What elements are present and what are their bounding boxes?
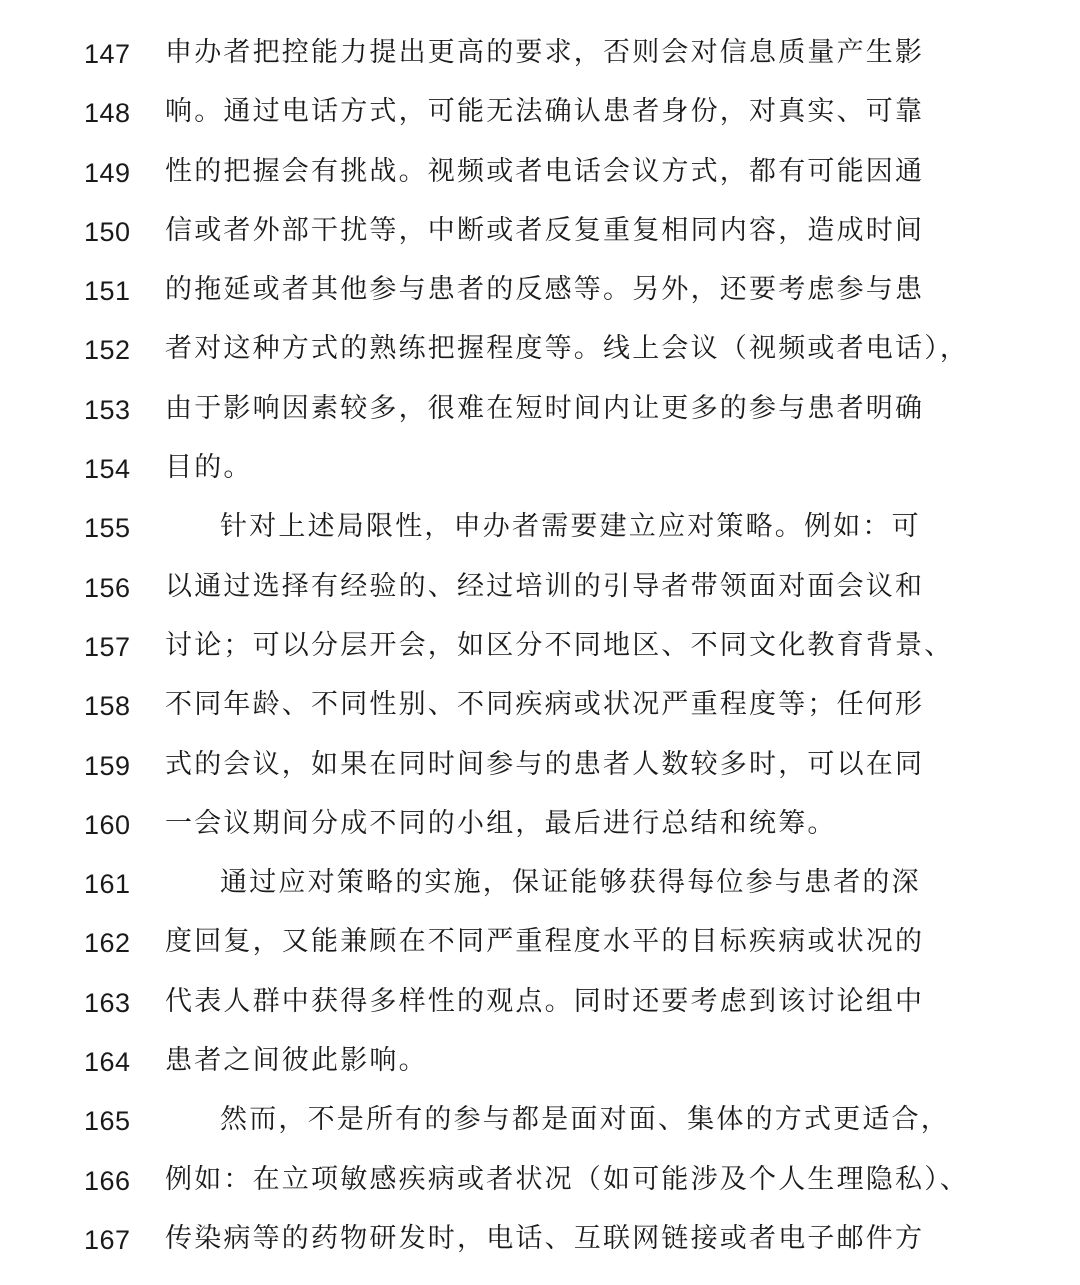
document-line (0, 795, 1080, 854)
line-text: 传染病等的药物研发时，电话、互联网链接或者电子邮件方 (165, 1222, 925, 1254)
line-number: 162 (84, 928, 131, 959)
document-page (0, 24, 1080, 1269)
line-number: 149 (84, 157, 131, 188)
document-line (0, 1091, 1080, 1150)
line-text: 信或者外部干扰等，中断或者反复重复相同内容，造成时间 (165, 214, 925, 246)
document-line (0, 973, 1080, 1032)
line-number: 147 (84, 39, 131, 69)
document-line (0, 320, 1080, 379)
line-text: 讨论；可以分层开会，如区分不同地区、不同文化教育背景、 (165, 629, 954, 661)
document-line (0, 854, 1080, 913)
line-number: 163 (84, 987, 131, 1018)
document-line (0, 83, 1080, 142)
line-text: 的拖延或者其他参与患者的反感等。另外，还要考虑参与患 (165, 274, 925, 306)
line-text: 患者之间彼此影响。 (165, 1045, 428, 1077)
line-number: 151 (84, 276, 131, 307)
paragraph-start-text: 然而，不是所有的参与都是面对面、集体的方式更适合， (220, 1104, 950, 1136)
line-text: 目的。 (165, 452, 253, 484)
document-line (0, 439, 1080, 498)
line-text: 度回复，又能兼顾在不同严重程度水平的目标疾病或状况的 (165, 926, 925, 958)
line-number: 148 (84, 98, 131, 129)
document-line (0, 143, 1080, 202)
line-number: 161 (84, 869, 131, 900)
document-line (0, 1210, 1080, 1269)
line-text: 不同年龄、不同性别、不同疾病或状况严重程度等；任何形 (165, 689, 925, 721)
document-line (0, 1151, 1080, 1210)
document-line (0, 498, 1080, 557)
line-text: 以通过选择有经验的、经过培训的引导者带领面对面会议和 (165, 570, 925, 602)
line-number: 154 (84, 454, 131, 485)
line-number: 159 (84, 750, 131, 781)
line-number: 155 (84, 513, 131, 544)
line-number: 165 (84, 1106, 131, 1137)
line-text: 者对这种方式的熟练把握程度等。线上会议（视频或者电话）， (165, 333, 970, 365)
line-text: 代表人群中获得多样性的观点。同时还要考虑到该讨论组中 (165, 985, 925, 1017)
line-number: 167 (84, 1224, 131, 1255)
document-line (0, 558, 1080, 617)
paragraph-start-text: 针对上述局限性，申办者需要建立应对策略。例如：可 (220, 511, 921, 543)
line-text: 由于影响因素较多，很难在短时间内让更多的参与患者明确 (165, 392, 925, 424)
paragraph-start-text: 通过应对策略的实施，保证能够获得每位参与患者的深 (220, 867, 921, 899)
document-line (0, 24, 1080, 83)
line-number: 150 (84, 216, 131, 247)
document-line (0, 380, 1080, 439)
line-text: 式的会议，如果在同时间参与的患者人数较多时，可以在同 (165, 748, 925, 780)
line-number: 153 (84, 394, 131, 425)
line-text: 一会议期间分成不同的小组，最后进行总结和统筹。 (165, 807, 837, 839)
line-number: 160 (84, 809, 131, 840)
document-line (0, 617, 1080, 676)
document-line (0, 676, 1080, 735)
document-line (0, 913, 1080, 972)
document-line (0, 1032, 1080, 1091)
line-text: 响。通过电话方式，可能无法确认患者身份，对真实、可靠 (165, 96, 925, 128)
document-line (0, 202, 1080, 261)
line-number: 156 (84, 572, 131, 603)
line-number: 164 (84, 1047, 131, 1078)
line-number: 158 (84, 691, 131, 722)
document-line (0, 261, 1080, 320)
line-text: 例如：在立项敏感疾病或者状况（如可能涉及个人生理隐私）、 (165, 1163, 970, 1195)
document-line (0, 736, 1080, 795)
line-number: 152 (84, 335, 131, 366)
line-text: 申办者把控能力提出更高的要求，否则会对信息质量产生影 (165, 37, 925, 68)
line-text: 性的把握会有挑战。视频或者电话会议方式，都有可能因通 (165, 155, 925, 187)
line-number: 157 (84, 631, 131, 662)
line-number: 166 (84, 1165, 131, 1196)
